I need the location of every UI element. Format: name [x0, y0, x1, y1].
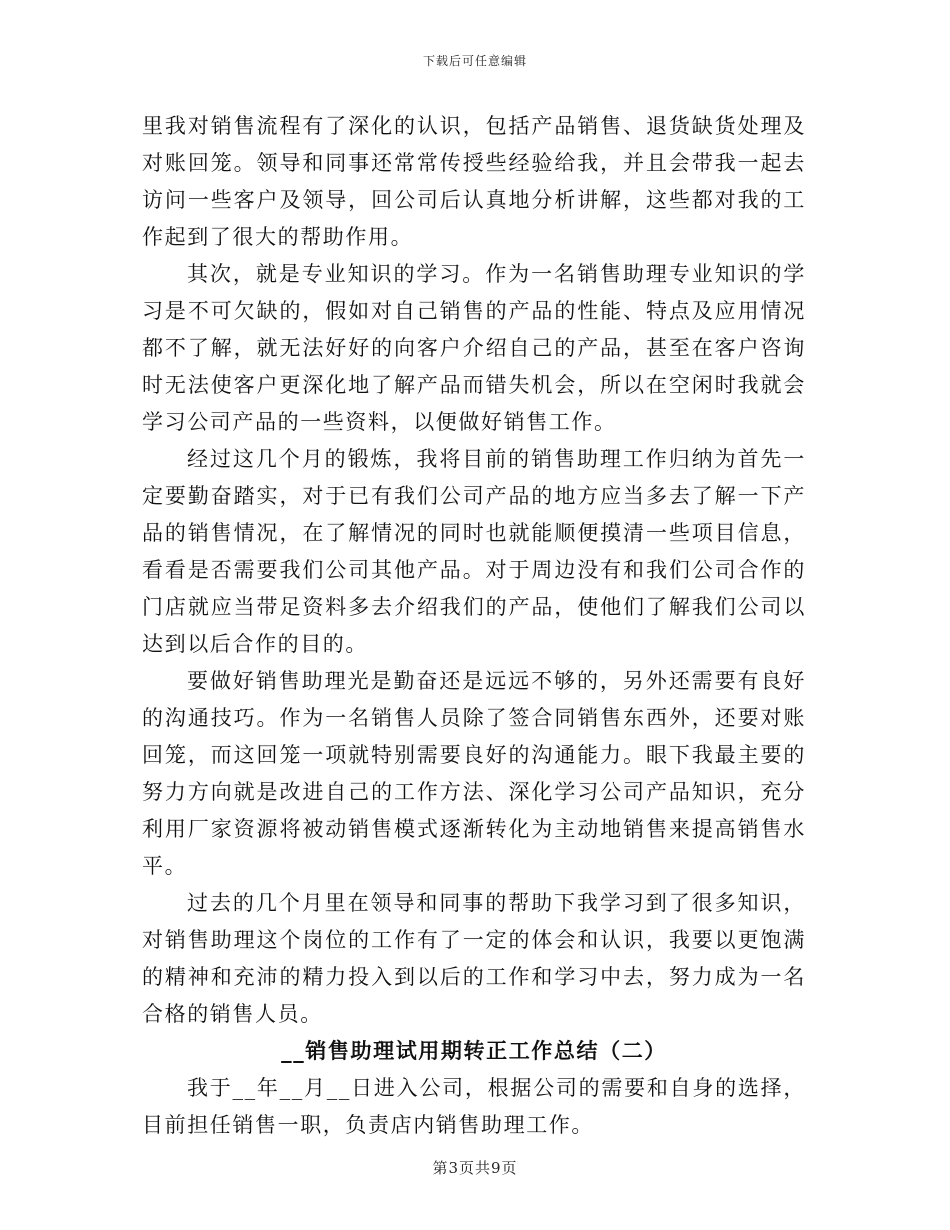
paragraph-diligence: 经过这几个月的锻炼，我将目前的销售助理工作归纳为首先一定要勤奋踏实，对于已有我们公司产品的地方应当多去了解一下产品的销售情况，在了解情况的同时也就能顺便摸清一些项目信息，看看是否需要我们公司其他产品。对于周边没有和我们公司合作的门店就应当带足资料多去介绍我们的产品，使他们了解我们公司以达到以后合作的目的。: [142, 447, 806, 656]
paragraph-professional-knowledge: 其次，就是专业知识的学习。作为一名销售助理专业知识的学习是不可欠缺的，假如对自己销售的产品的性能、特点及应用情况都不了解，就无法好好的向客户介绍自己的产品，甚至在客户咨询时无法使客户更深化地了解产品而错失机会，所以在空闲时我就会学习公司产品的一些资料，以便做好销售工作。: [142, 262, 806, 434]
page-number: 第3页共9页: [432, 1159, 518, 1177]
paragraph-communication: 要做好销售助理光是勤奋还是远远不够的，另外还需要有良好的沟通技巧。作为一名销售人员除了签合同销售东西外，还要对账回笼，而这回笼一项就特别需要良好的沟通能力。眼下我最主要的努力方向就是改进自己的工作方法、深化学习公司产品知识，充分利用厂家资源将被动销售模式逐渐转化为主动地销售来提高销售水平。: [142, 669, 806, 878]
document-body: [142, 108, 806, 1144]
paragraph-continuation: 里我对销售流程有了深化的认识，包括产品销售、退货缺货处理及对账回笼。领导和同事还常常传授些经验给我，并且会带我一起去访问一些客户及领导，回公司后认真地分析讲解，这些都对我的工作起到了很大的帮助作用。: [142, 114, 806, 249]
paragraph-conclusion: 过去的几个月里在领导和同事的帮助下我学习到了很多知识，对销售助理这个岗位的工作有了一定的体会和认识，我要以更饱满的精神和充沛的精力投入到以后的工作和学习中去，努力成为一名合格的销售人员。: [142, 891, 806, 1026]
header-note: 下载后可任意编辑: [422, 54, 527, 68]
paragraph-introduction: 我于__年__月__日进入公司，根据公司的需要和自身的选择，目前担任销售一职，负责店内销售助理工作。: [142, 1076, 806, 1137]
section-title: __销售助理试用期转正工作总结（二）: [281, 1039, 667, 1063]
